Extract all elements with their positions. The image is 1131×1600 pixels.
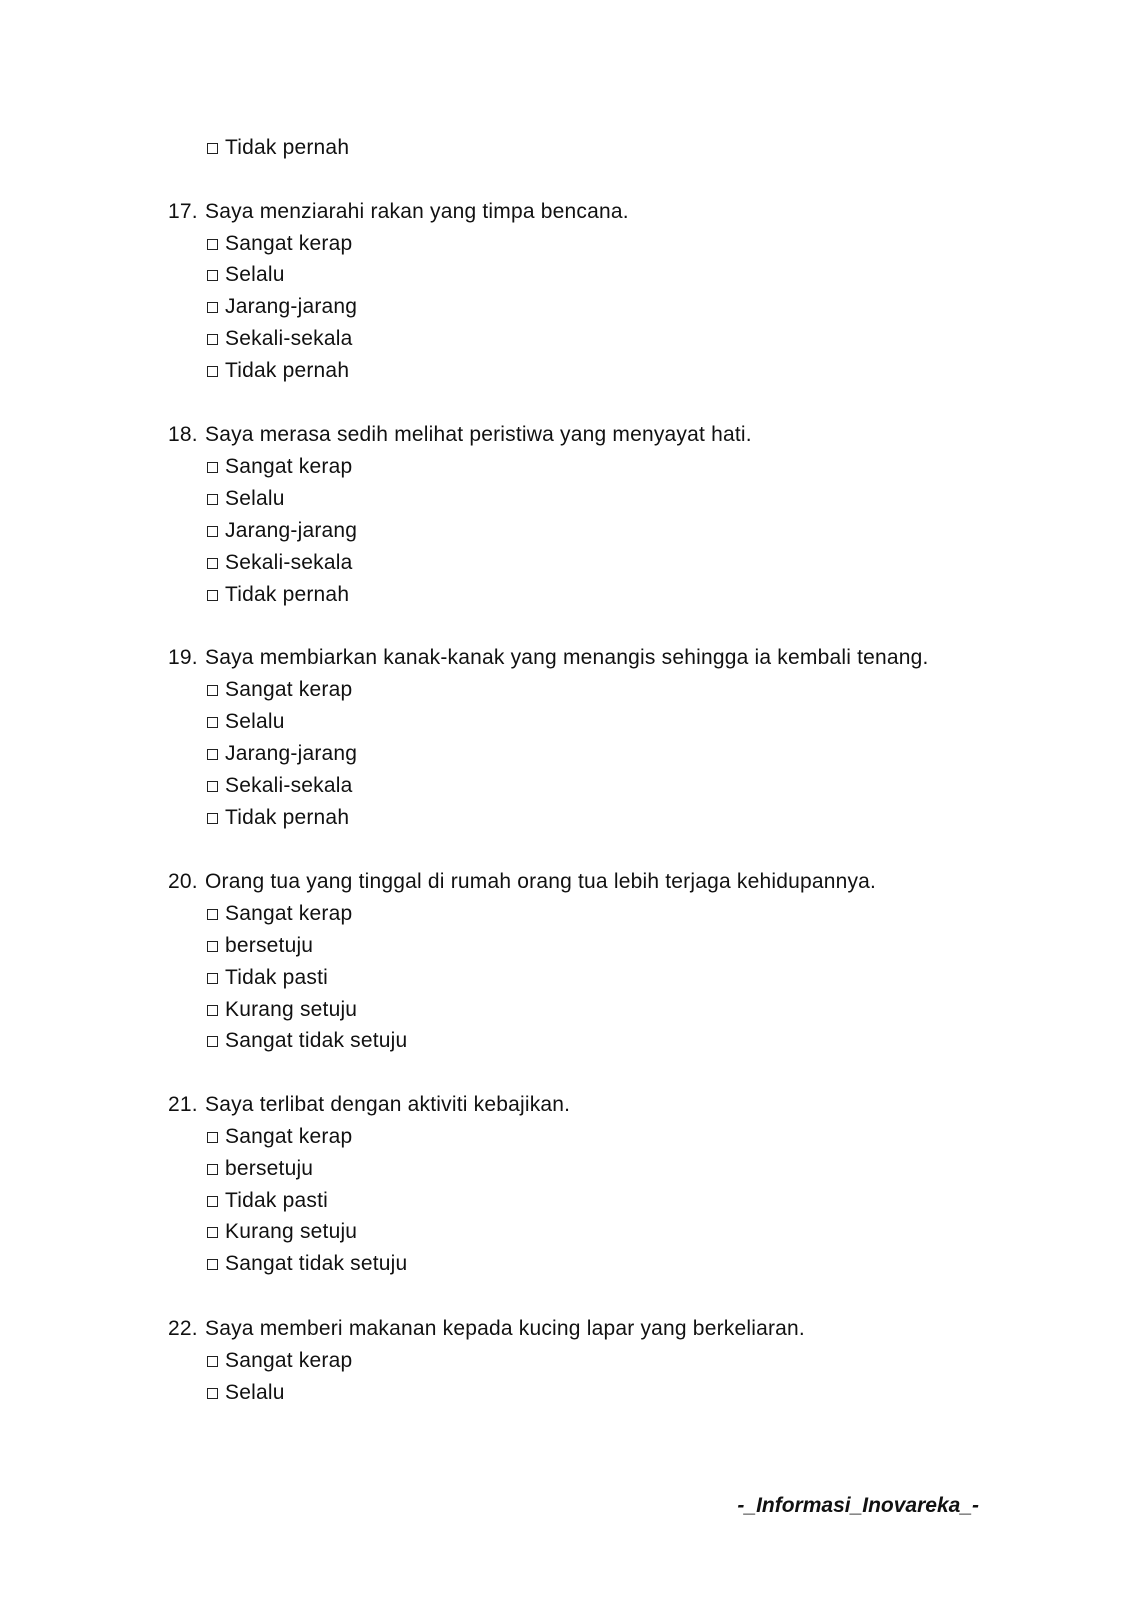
option-label: Tidak pernah [225,583,350,606]
checkbox[interactable] [207,973,218,984]
option-item[interactable] [207,293,357,321]
option-item[interactable] [207,932,313,960]
option-item[interactable] [207,357,349,385]
checkbox[interactable] [207,590,218,601]
option-label: Sekali-sekala [225,774,353,797]
option-label: Sangat tidak setuju [225,1252,408,1275]
option-label: Tidak pernah [225,806,350,829]
question-text: Orang tua yang tinggal di rumah orang tua lebih terjaga kehidupannya. [205,870,877,893]
checkbox[interactable] [207,941,218,952]
option-label: Sangat kerap [225,1125,353,1148]
option-item[interactable] [207,1123,352,1151]
option-label: Sangat kerap [225,232,353,255]
checkbox[interactable] [207,494,218,505]
option-item[interactable] [207,676,352,704]
footer-signature: -_Informasi_Inovareka_- [737,1494,979,1517]
option-item[interactable] [207,1187,328,1215]
option-label: Jarang-jarang [225,742,358,765]
checkbox[interactable] [207,1164,218,1175]
checkbox[interactable] [207,1259,218,1270]
checkbox[interactable] [207,334,218,345]
option-item[interactable] [207,134,349,162]
option-item[interactable] [207,804,349,832]
checkbox[interactable] [207,143,218,154]
checkbox[interactable] [207,462,218,473]
option-label: Tidak pasti [225,1189,328,1212]
checkbox[interactable] [207,558,218,569]
question-number: 22. [168,1317,198,1340]
option-label: Jarang-jarang [225,519,358,542]
option-label: Sangat kerap [225,678,353,701]
option-item[interactable] [207,1027,407,1055]
checkbox[interactable] [207,366,218,377]
option-item[interactable] [207,261,285,289]
option-item[interactable] [207,740,357,768]
question-number: 19. [168,646,198,669]
checkbox[interactable] [207,1227,218,1238]
question-text: Saya merasa sedih melihat peristiwa yang menyayat hati. [205,423,752,446]
option-label: Sangat tidak setuju [225,1029,408,1052]
checkbox[interactable] [207,1196,218,1207]
option-item[interactable] [207,708,285,736]
checkbox[interactable] [207,270,218,281]
option-item[interactable] [207,549,353,577]
option-label: Sangat kerap [225,455,353,478]
option-label: Kurang setuju [225,1220,358,1243]
question-text: Saya terlibat dengan aktiviti kebajikan. [205,1093,571,1116]
option-label: Sekali-sekala [225,327,353,350]
option-label: Sekali-sekala [225,551,353,574]
option-item[interactable] [207,325,353,353]
option-item[interactable] [207,1155,313,1183]
checkbox[interactable] [207,781,218,792]
option-label: bersetuju [225,934,314,957]
option-item[interactable] [207,1379,285,1407]
checkbox[interactable] [207,909,218,920]
checkbox[interactable] [207,717,218,728]
option-item[interactable] [207,485,285,513]
checkbox[interactable] [207,302,218,313]
option-item[interactable] [207,900,352,928]
checkbox[interactable] [207,1036,218,1047]
question-text: Saya memberi makanan kepada kucing lapar yang berkeliaran. [205,1317,805,1340]
question-number: 17. [168,200,198,223]
option-label: Sangat kerap [225,1349,353,1372]
option-label: Tidak pernah [225,136,350,159]
question-number: 20. [168,870,198,893]
option-label: Selalu [225,710,285,733]
checkbox[interactable] [207,1132,218,1143]
option-label: Kurang setuju [225,998,358,1021]
checkbox[interactable] [207,526,218,537]
checkbox[interactable] [207,749,218,760]
option-label: Selalu [225,263,285,286]
option-item[interactable] [207,1347,352,1375]
option-item[interactable] [207,453,352,481]
option-label: Jarang-jarang [225,295,358,318]
option-item[interactable] [207,230,352,258]
question-text: Saya menziarahi rakan yang timpa bencana. [205,200,629,223]
option-item[interactable] [207,517,357,545]
option-label: Selalu [225,1381,285,1404]
checkbox[interactable] [207,685,218,696]
question-number: 18. [168,423,198,446]
question-number: 21. [168,1093,198,1116]
checkbox[interactable] [207,1005,218,1016]
option-item[interactable] [207,996,357,1024]
option-item[interactable] [207,1218,357,1246]
checkbox[interactable] [207,1356,218,1367]
option-item[interactable] [207,1250,407,1278]
question-text: Saya membiarkan kanak-kanak yang menangis sehingga ia kembali tenang. [205,646,929,669]
option-label: Tidak pernah [225,359,350,382]
option-item[interactable] [207,581,349,609]
option-item[interactable] [207,964,328,992]
option-label: bersetuju [225,1157,314,1180]
option-item[interactable] [207,772,353,800]
checkbox[interactable] [207,239,218,250]
option-label: Tidak pasti [225,966,328,989]
checkbox[interactable] [207,813,218,824]
option-label: Sangat kerap [225,902,353,925]
checkbox[interactable] [207,1388,218,1399]
option-label: Selalu [225,487,285,510]
